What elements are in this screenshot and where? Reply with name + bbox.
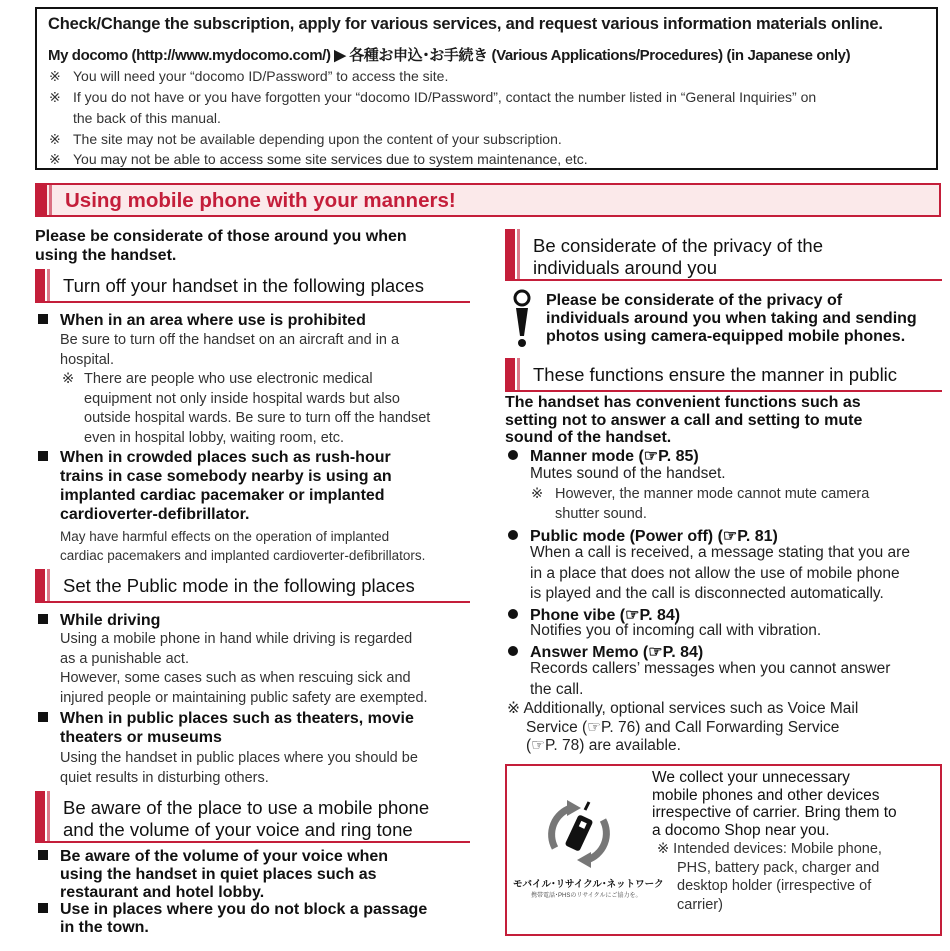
section-title: Using mobile phone with your manners! bbox=[65, 189, 456, 212]
item-vibe-title: Phone vibe (☞P. 84) bbox=[508, 606, 680, 625]
mydocomo-link[interactable]: My docomo (http://www.mydocomo.com/) ▶ 各種お申込･お手続き (Various Applications/Procedures) (in Japanese only) bbox=[48, 47, 851, 64]
item-passage-title: Use in places where you do not block a passage in the town. bbox=[38, 901, 427, 937]
item-prohibited-title: When in an area where use is prohibited bbox=[38, 311, 366, 330]
item-prohibited-note: ※ There are people who use electronic medical equipment not only inside hospital wards but also outside hospital wards. Be sure to turn off the handset even in hospital lobby, waiting room, etc. bbox=[62, 371, 431, 446]
item-memo-title: Answer Memo (☞P. 84) bbox=[508, 643, 703, 662]
intro-text: Please be considerate of those around you when using the handset. bbox=[35, 228, 407, 264]
recycle-logo-text: モバイル･リサイクル･ネットワーク bbox=[513, 879, 664, 890]
note-cont: the back of this manual. bbox=[73, 110, 221, 126]
item-manner-note: ※ However, the manner mode cannot mute camera shutter sound. bbox=[531, 486, 870, 522]
subheading-privacy: Be considerate of the privacy of the individuals around you bbox=[505, 229, 942, 281]
item-crowded-body: May have harmful effects on the operation of implanted cardiac pacemakers and implanted cardioverter-defibrillators. bbox=[60, 529, 426, 563]
recycle-text: We collect your unnecessary mobile phones and other devices irrespective of carrier. Bring them to a docomo Shop near you. bbox=[652, 769, 897, 839]
additional-services: ※ Additionally, optional services such as Voice Mail Service (☞P. 76) and Call Forwarding Service (☞P. 78) are available. bbox=[507, 700, 859, 754]
item-driving-title: While driving bbox=[38, 611, 160, 630]
item-public-title: Public mode (Power off) (☞P. 81) bbox=[508, 527, 778, 546]
privacy-text: Please be considerate of the privacy of individuals around you when taking and sending photos using camera-equipped mobile phones. bbox=[546, 292, 917, 345]
item-prohibited-body: Be sure to turn off the handset on an aircraft and in a hospital. bbox=[60, 332, 400, 368]
exclamation-icon bbox=[511, 289, 533, 349]
item-crowded-title: When in crowded places such as rush-hour trains in case somebody nearby is using an implanted cardiac pacemaker or implanted cardioverter-defibrillator. bbox=[38, 448, 392, 524]
item-memo-body: Records callers’ messages when you cannot answer the call. bbox=[530, 660, 891, 698]
functions-intro: The handset has convenient functions such as setting not to answer a call and setting to mute sound of the handset. bbox=[505, 394, 863, 446]
note: ※ The site may not be available depending upon the content of your subscription. bbox=[49, 131, 562, 147]
section-banner bbox=[35, 183, 941, 217]
note: ※ You will need your “docomo ID/Password” to access the site. bbox=[49, 68, 449, 84]
item-theaters-body: Using the handset in public places where you should be quiet results in disturbing others. bbox=[60, 750, 418, 786]
item-vibe-body: Notifies you of incoming call with vibration. bbox=[530, 622, 822, 639]
recycle-box bbox=[505, 764, 942, 936]
item-public-body: When a call is received, a message stating that you are in a place that does not allow the use of mobile phone is played and the call is disconnected automatically. bbox=[530, 544, 910, 602]
note: ※ You may not be able to access some site services due to system maintenance, etc. bbox=[49, 151, 588, 167]
item-driving-body: Using a mobile phone in hand while driving is regarded as a punishable act. However, some cases such as when rescuing sick and injured people or maintaining public safety are exempted. bbox=[60, 631, 428, 706]
subheading-functions: These functions ensure the manner in public bbox=[505, 358, 942, 392]
info-box bbox=[35, 7, 938, 170]
subheading-public: Set the Public mode in the following places bbox=[35, 569, 470, 603]
recycle-logo-sub: 携帯電話･PHSのリサイクルにご協力を。 bbox=[531, 893, 642, 899]
recycle-phone-icon bbox=[541, 796, 617, 872]
note: ※ If you do not have or you have forgotten your “docomo ID/Password”, contact the number listed in “General Inquiries” on bbox=[49, 89, 817, 105]
item-theaters-title: When in public places such as theaters, movie theaters or museums bbox=[38, 709, 414, 747]
subheading-aware: Be aware of the place to use a mobile phone and the volume of your voice and ring tone bbox=[35, 791, 470, 843]
subheading-turnoff: Turn off your handset in the following places bbox=[35, 269, 470, 303]
info-heading: Check/Change the subscription, apply for various services, and request various information materials online. bbox=[48, 15, 883, 33]
item-manner-title: Manner mode (☞P. 85) bbox=[508, 447, 699, 466]
item-manner-body: Mutes sound of the handset. bbox=[530, 465, 726, 482]
item-volume-title: Be aware of the volume of your voice when using the handset in quiet places such as restaurant and hotel lobby. bbox=[38, 848, 388, 902]
recycle-note: ※ Intended devices: Mobile phone, PHS, battery pack, charger and desktop holder (irrespective of carrier) bbox=[657, 841, 882, 913]
